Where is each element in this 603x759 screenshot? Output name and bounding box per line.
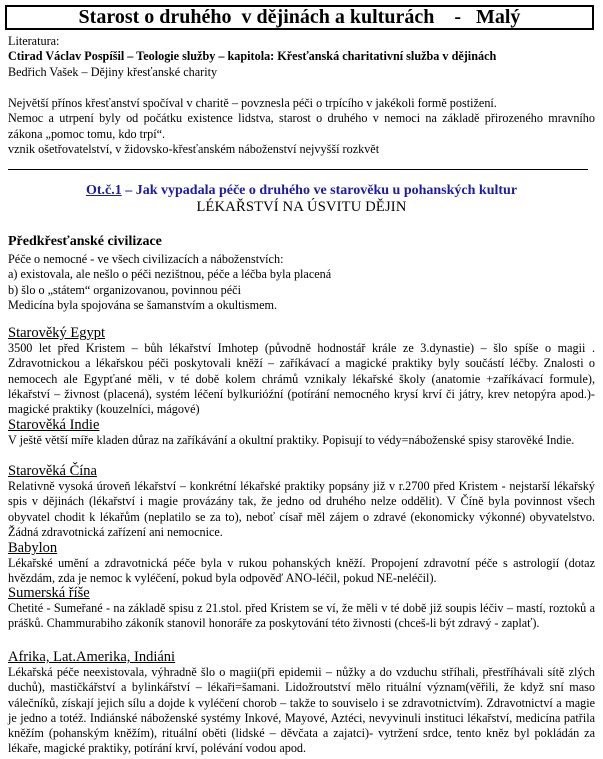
section-sumer: [8, 585, 595, 632]
section-africa-americas: [8, 649, 595, 757]
section-text: Lékařská péče neexistovala, výhradně šlo o magii(při epidemii – nůžky a do vzduchu stříhali, přestříhávali sítě zlých duchů), mastičkářství a bylinkářství – lékaři=šamani. Lidožroutství mělo rituální význam(věřili, že když sní maso válečníků, získají jejich sílu a dojde k vyléčení chorob – takže to souviselo i se zdravotnictvím). Zdravotnictví a magie je jedno a totéž. Indiánské náboženské systémy Inkové, Mayové, Aztéci, nevyvinuli instituci lékařství, medicína patřila kněžím (pohanským kněžím), rituální oběti (lidské – děvčata a zajatci)- vytržení srdce, tento kněz byl pokládán za lékaře, magické praktiky, potírání krví, polévání vodou apod.: [8, 665, 595, 756]
question-title: [0, 182, 603, 199]
precivil-line: Péče o nemocné - ve všech civilizacích a náboženstvích:: [8, 252, 284, 266]
precivil-line: a) existovala, ale nešlo o péči nezištnou, péče a léčba byla placená: [8, 267, 332, 282]
section-china: [8, 463, 595, 540]
question-subtitle: LÉKAŘSTVÍ NA ÚSVITU DĚJIN: [196, 199, 407, 215]
divider: [8, 169, 588, 170]
section-heading: Starověká Indie: [8, 417, 100, 433]
precivil-line: b) šlo o „státem“ organizovanou, povinnou péči: [8, 282, 241, 297]
section-heading: Sumerská říše: [8, 585, 90, 601]
section-text: V ještě větší míře kladen důraz na zaříkávání a okultní praktiky. Popisují to védy=náboženské spisy starověké Indie.: [8, 433, 575, 447]
precivil-block: [8, 252, 595, 313]
section-text: Relativně vysoká úroveň lékařství – konkrétní lékařské praktiky popsány již v r.2700 před Kristem - nejstarší lékařský spis v dějinách (lékařství i magie provázány tak, že jedno od druhého nelze oddělit). V Číně byla povinnost všech obyvatel chodit k lékařům (neplatilo se za to), neboť císař měl zájem o zdravé (ekonomicky výkonné) obyvatelstvo. Žádná zdravotnická zařízení ani nemocnice.: [8, 479, 595, 539]
section-india: [8, 417, 595, 448]
precivil-line: Medicína byla spojována se šamanstvím a okultismem.: [8, 297, 278, 312]
question-header: [0, 182, 603, 216]
section-heading: Afrika, Lat.Amerika, Indiáni: [8, 649, 176, 665]
section-text: 3500 let před Kristem – bůh lékařství Imhotep (původně hodnostář krále ze 3.dynastie) – šlo spíše o magii . Zdravotnickou a lékařskou péči poskytovali kněží – zaříkávací a magické praktiky byly součástí léčby. Znalosti o nemocech ale Egypťané měli, v té době kolem chrámů vznikaly lékařské školy (anatomie +zaříkávací formule), lékařství – živnost (placená), systém léčení bylkurióźní (potírání nemocného krysí krví či játry, krev netopýra apod.)- magické praktiky (kouzelníci, mágové): [8, 341, 595, 417]
literature-item-pospisil: Ctirad Václav Pospíšil – Teologie služby – kapitola: Křesťanská charitativní služba v dějinách: [8, 49, 497, 64]
question-number: Ot.č.1: [85, 183, 122, 198]
page-title: Starost o druhého v dějinách a kulturách - Malý: [5, 5, 594, 30]
section-egypt: [8, 325, 595, 417]
precivil-heading: Předkřesťanské civilizace: [8, 234, 162, 249]
intro-line-3: vznik ošetřovatelství, v židovsko-křesťanském náboženství nejvyšší rozkvět: [8, 141, 380, 156]
literature-item-vasek: Bedřich Vašek – Dějiny křesťanské charity: [8, 64, 218, 79]
literature-heading: Literatura:: [8, 34, 60, 48]
section-babylon: [8, 540, 595, 587]
section-heading: Starověká Čína: [8, 463, 97, 479]
section-heading: Starověký Egypt: [8, 325, 106, 341]
section-heading: Babylon: [8, 540, 58, 556]
section-text: Chetité - Sumeřané - na základě spisu z 21.stol. před Kristem se ví, že měli v té době již soupis léčiv – mastí, roztoků a prášků. Chammurabiho zákoník stanovil honoráře za poskytování této živnosti (chceš-li být zdravý - zaplať).: [8, 601, 595, 631]
intro-block: [8, 96, 595, 157]
section-text: Lékařské umění a zdravotnická péče byla v rukou pohanských kněží. Propojení zdravotní péče s astrologií (dotaz hvězdám, zda je nemoc k vyléčení, pokud byla odpověď ANO-léčil, pokud NE-neléčil).: [8, 556, 595, 586]
question-text: – Jak vypadala péče o druhého ve starověku u pohanských kultur: [121, 183, 518, 198]
literature-block: [8, 34, 595, 80]
intro-line-1: Největší přínos křesťanství spočíval v charitě – povznesla péči o trpícího v jakékoli formě postižení.: [8, 96, 497, 110]
intro-line-2: Nemoc a utrpení byly od počátku existence lidstva, starost o druhého v nemoci na základě přirozeného mravního zákona „pomoc tomu, kdo trpí“.: [8, 111, 595, 141]
